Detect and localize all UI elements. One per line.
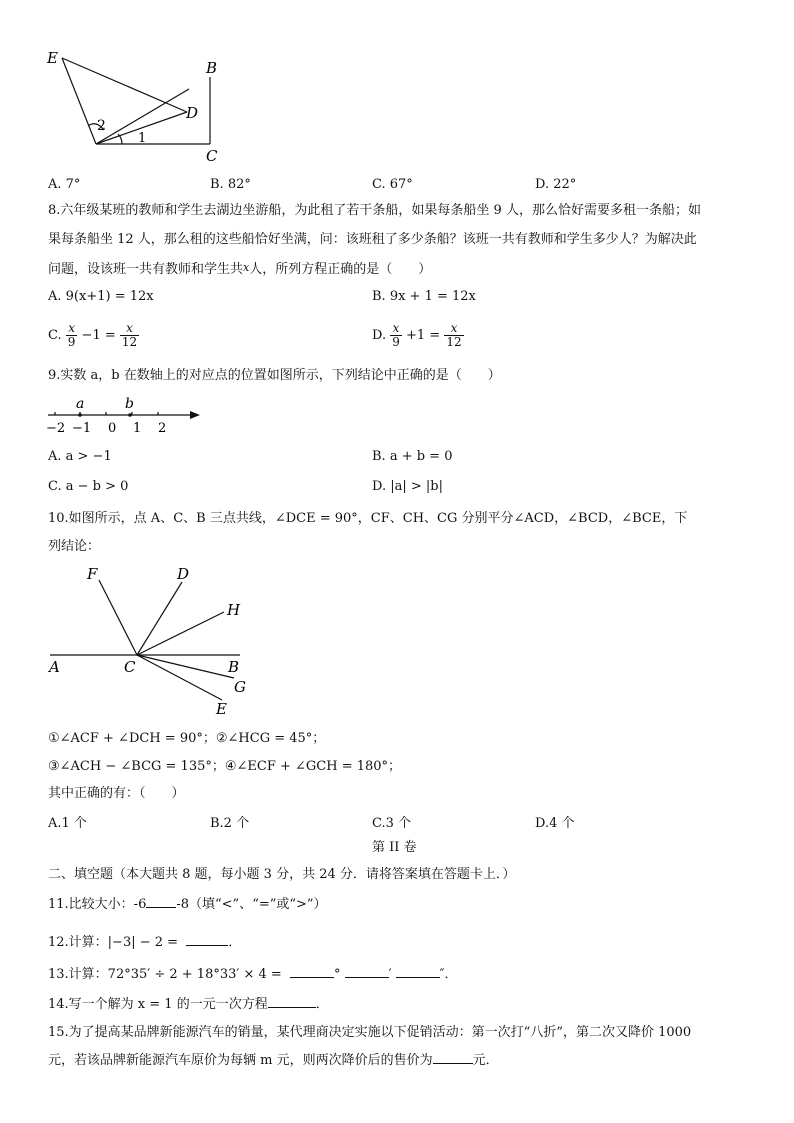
q10-option-d: D.4 个 xyxy=(535,816,575,831)
q9-option-a: A. a > −1 xyxy=(48,449,112,464)
q10-option-a: A.1 个 xyxy=(48,816,87,831)
q11: 11.比较大小：-6 -8（填“<”、“=”或“>”） xyxy=(48,897,327,912)
tick-neg1: −1 xyxy=(72,421,92,436)
q7-option-c: C. 67° xyxy=(372,177,413,192)
q13: 13.计算：72°35′ ÷ 2 + 18°33′ × 4 = ° ′ ″． xyxy=(48,967,458,982)
label-B: B xyxy=(206,59,218,77)
q13-degree-blank[interactable] xyxy=(290,977,334,978)
q8-stem-line1: 8.六年级某班的教师和学生去湖边坐游船，为此租了若干条船，如果每条船坐 9 人，那么恰好需要多租一条船；如 xyxy=(48,203,701,218)
q10-option-b: B.2 个 xyxy=(210,816,250,831)
label-G: G xyxy=(234,678,246,696)
label-D-fig10: D xyxy=(177,565,190,583)
q15-line2: 元，若该品牌新能源汽车原价为每辆 m 元，则两次降价后的售价为 元． xyxy=(48,1053,499,1068)
tick-neg2: −2 xyxy=(46,421,66,436)
label-angle-2: 2 xyxy=(97,118,106,134)
q9-option-c: C. a − b > 0 xyxy=(48,479,129,494)
q10-stem-line1: 10.如图所示，点 A、C、B 三点共线，∠DCE = 90°，CF、CH、CG 分别平分∠ACD，∠BCD，∠BCE，下 xyxy=(48,511,688,526)
q8-option-d: D. $\frac{x}{9}$ +1 = $\frac{x}{12}$ xyxy=(372,321,462,349)
q8-stem-line2: 果每条船坐 12 人，那么租的这些船恰好坐满，问：该班租了多少条船？该班一共有教师和学生多少人？为解决此 xyxy=(48,232,697,247)
label-angle-1: 1 xyxy=(138,131,147,146)
numberline-b: b xyxy=(125,396,134,412)
part2-title: 第 II 卷 xyxy=(372,840,417,855)
q10-figure xyxy=(44,560,264,720)
q7-option-a: A. 7° xyxy=(48,177,81,192)
label-E-fig10: E xyxy=(216,700,227,718)
label-F: F xyxy=(87,565,98,583)
q8-option-a: A. 9(x+1) = 12x xyxy=(48,289,154,304)
label-H: H xyxy=(227,601,241,619)
q10-option-c: C.3 个 xyxy=(372,816,412,831)
q8-option-b: B. 9x + 1 = 12x xyxy=(372,289,476,304)
label-C: C xyxy=(206,147,218,165)
q8-stem-line3: 问题，设该班一共有教师和学生共x人，所列方程正确的是（ ） xyxy=(48,261,432,277)
section2-heading: 二、填空题（本大题共 8 题，每小题 3 分，共 24 分．请将答案填在答题卡上．） xyxy=(48,867,516,882)
q15-answer-blank[interactable] xyxy=(433,1063,473,1064)
q12: 12.计算：|−3| − 2 = ． xyxy=(48,935,242,950)
q13-minute-blank[interactable] xyxy=(345,977,389,978)
q9-stem: 9.实数 a，b 在数轴上的对应点的位置如图所示，下列结论中正确的是（ ） xyxy=(48,368,501,383)
label-C-fig10: C xyxy=(124,658,136,676)
label-D: D xyxy=(186,104,199,122)
q9-option-d: D. |a| > |b| xyxy=(372,479,443,494)
q13-second-blank[interactable] xyxy=(396,977,440,978)
tick-0: 0 xyxy=(108,421,117,436)
q14: 14.写一个解为 x = 1 的一元一次方程 ． xyxy=(48,997,329,1012)
numberline-a: a xyxy=(76,396,85,412)
tick-1: 1 xyxy=(133,421,142,436)
q7-option-d: D. 22° xyxy=(535,177,577,192)
q14-answer-blank[interactable] xyxy=(268,1007,316,1008)
q7-figure xyxy=(44,44,234,166)
q10-ask: 其中正确的有：（ ） xyxy=(48,786,185,801)
q9-number-line xyxy=(44,392,204,436)
q10-conclusion-2: ③∠ACH − ∠BCG = 135°；④∠ECF + ∠GCH = 180°； xyxy=(48,759,402,774)
label-B-fig10: B xyxy=(228,658,240,676)
q9-option-b: B. a + b = 0 xyxy=(372,449,453,464)
q15-line1: 15.为了提高某品牌新能源汽车的销量，某代理商决定实施以下促销活动：第一次打“八折”，第二次又降价 1000 xyxy=(48,1025,692,1040)
q12-answer-blank[interactable] xyxy=(186,945,228,946)
tick-2: 2 xyxy=(158,421,167,436)
q10-conclusion-1: ①∠ACF + ∠DCH = 90°；②∠HCG = 45°； xyxy=(48,731,326,746)
label-E: E xyxy=(47,49,58,67)
q10-stem-line2: 列结论： xyxy=(48,539,101,554)
label-A: A xyxy=(49,658,60,676)
q7-option-b: B. 82° xyxy=(210,177,251,192)
q8-option-c: C. $\frac{x}{9}$ −1 = $\frac{x}{12}$ xyxy=(48,321,138,349)
